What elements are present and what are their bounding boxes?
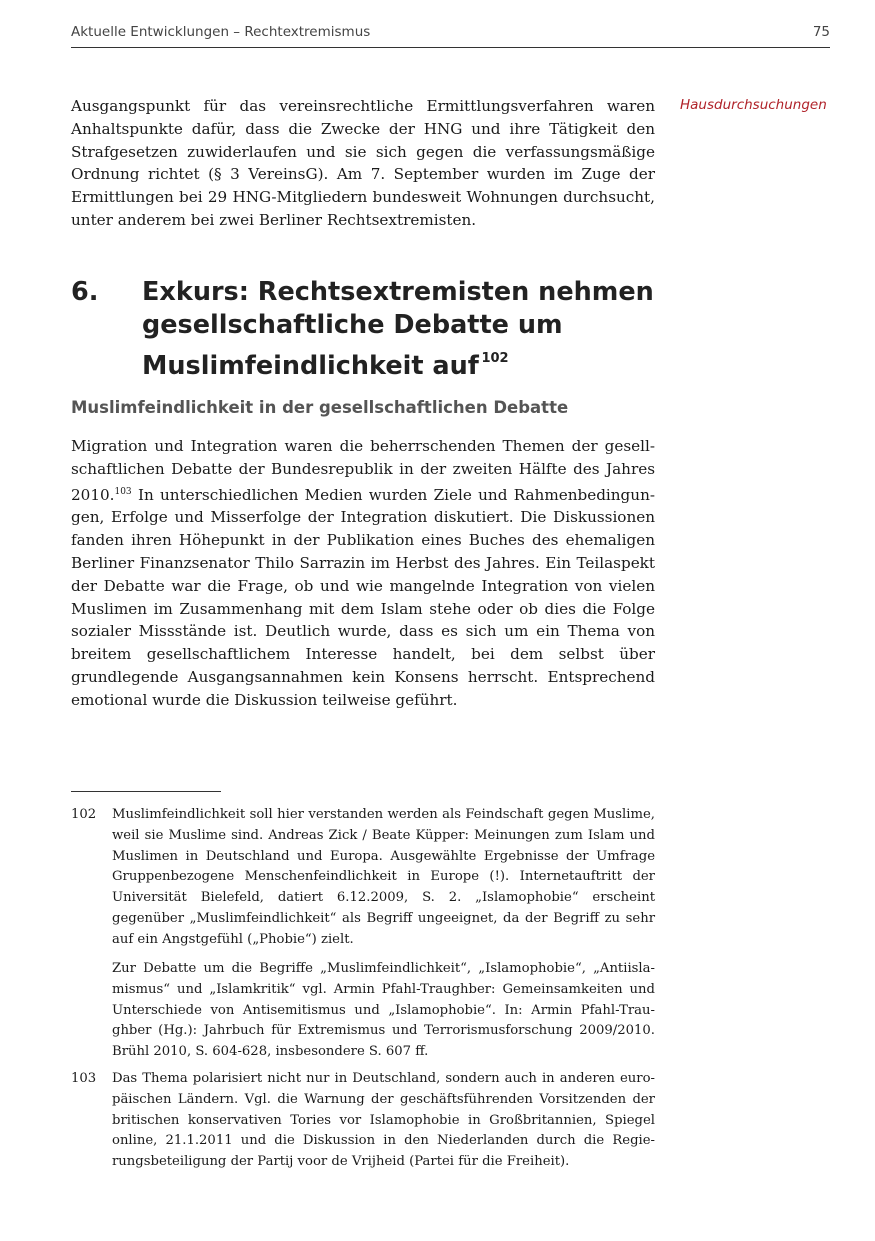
footnote-102 [71, 805, 655, 951]
footnote-number: 103 [71, 1071, 97, 1086]
main-paragraph-part-1: Migration und Integration waren die beherrschenden Themen der gesellschaftlichen Debatte der Bundesrepublik in der zweiten Hälfte des Jahres 2010. [71, 437, 655, 504]
page-number: 75 [812, 24, 830, 40]
footnote-102-continuation [71, 959, 655, 1063]
footnote-text: Das Thema polarisiert nicht nur in Deutschland, sondern auch in anderen europäischen Ländern. Vgl. die Warnung der geschäftsführenden Vorsitzenden der britischen konservativen Tories vor Islamophobie in Großbritannien, Spiegel online, 21.1.2011 und die Diskussion in den Niederlanden durch die Regierungsbeteiligung der Partij voor de Vrijheid (Partei für die Freiheit). [112, 1071, 655, 1170]
intro-paragraph: Ausgangspunkt für das vereinsrechtliche Ermittlungsverfahren waren Anhaltspunkte dafür, dass die Zwecke der HNG und ihre Tätigkeit den Strafgesetzen zuwiderlaufen und sie sich gegen die verfassungsmäßige Ordnung richtet (§ 3 VereinsG). Am 7. September wurden im Zuge der Ermittlungen bei 29 HNG-Mitgliedern bundesweit Wohnungen durchsucht, unter anderem bei zwei Berliner Rechtsextremisten. [71, 97, 655, 229]
section-title: Exkurs: Rechtsextremisten nehmen gesellschaftliche Debatte um Muslimfeindlichkeit auf [142, 277, 654, 381]
footnote-text: Zur Debatte um die Begriffe „Muslimfeindlichkeit“, „Islamophobie“, „Antiislamismus“ und „Islamkritik“ vgl. Armin Pfahl-Traughber: Gemeinsamkeiten und Unterschiede von Antisemitismus und „Islamophobie“. In: Armin Pfahl-Traughber (Hg.): Jahrbuch für Extremismus und Terrorismusforschung 2009/2010. Brühl 2010, S. 604-628, insbesondere S. 607 ff. [112, 961, 655, 1060]
footnote-number: 102 [71, 807, 97, 822]
footnote-text: Muslimfeindlichkeit soll hier verstanden werden als Feindschaft gegen Muslime, weil sie Muslime sind. Andreas Zick / Beate Küpper: Meinungen zum Islam und Muslimen in Deutschland und Europa. Ausgewählte Ergebnisse der Umfrage Gruppenbezogene Menschenfeindlichkeit in Europe (!). Internetauftritt der Universität Bielefeld, datiert 6.12.2009, S. 2. „Islamophobie“ erscheint gegenüber „Muslimfeindlichkeit“ als Begriff ungeeignet, da der Begriff zu sehr auf ein Angstgefühl („Phobie“) zielt. [112, 807, 655, 947]
main-paragraph-part-2: In unterschiedlichen Medien wurden Ziele und Rahmenbedingungen, Erfolge und Misserfolge der Integration diskutiert. Die Diskussionen fanden ihren Höhepunkt in der Publikation eines Buches des ehemaligen Berliner Finanzsenator Thilo Sarrazin im Herbst des Jahres. Ein Teilaspekt der Debatte war die Frage, ob und wie mangelnde Integration von vielen Muslimen im Zusammenhang mit dem Islam stehe oder ob dies die Folge sozialer Missstände ist. Deutlich wurde, dass es sich um ein Thema von breitem gesellschaftlichem Interesse handelt, bei dem selbst über grundlegende Ausgangsannahmen kein Konsens herrscht. Entsprechend emotional wurde die Diskussion teilweise geführt. [71, 485, 655, 709]
subsection-title: Muslimfeindlichkeit in der gesellschaftlichen Debatte [71, 398, 569, 417]
footnote-divider [71, 791, 221, 792]
section-number: 6. [71, 277, 99, 307]
main-paragraph [71, 435, 655, 712]
running-header-title: Aktuelle Entwicklungen – Rechtextremismus [71, 24, 371, 40]
running-header [71, 22, 830, 48]
section-title-block [142, 276, 682, 383]
footnote-ref-103[interactable]: 103 [114, 486, 132, 497]
marginal-note: Hausdurchsuchungen [680, 97, 827, 113]
footnote-103 [71, 1069, 655, 1173]
footnote-ref-102[interactable]: 102 [481, 351, 509, 366]
